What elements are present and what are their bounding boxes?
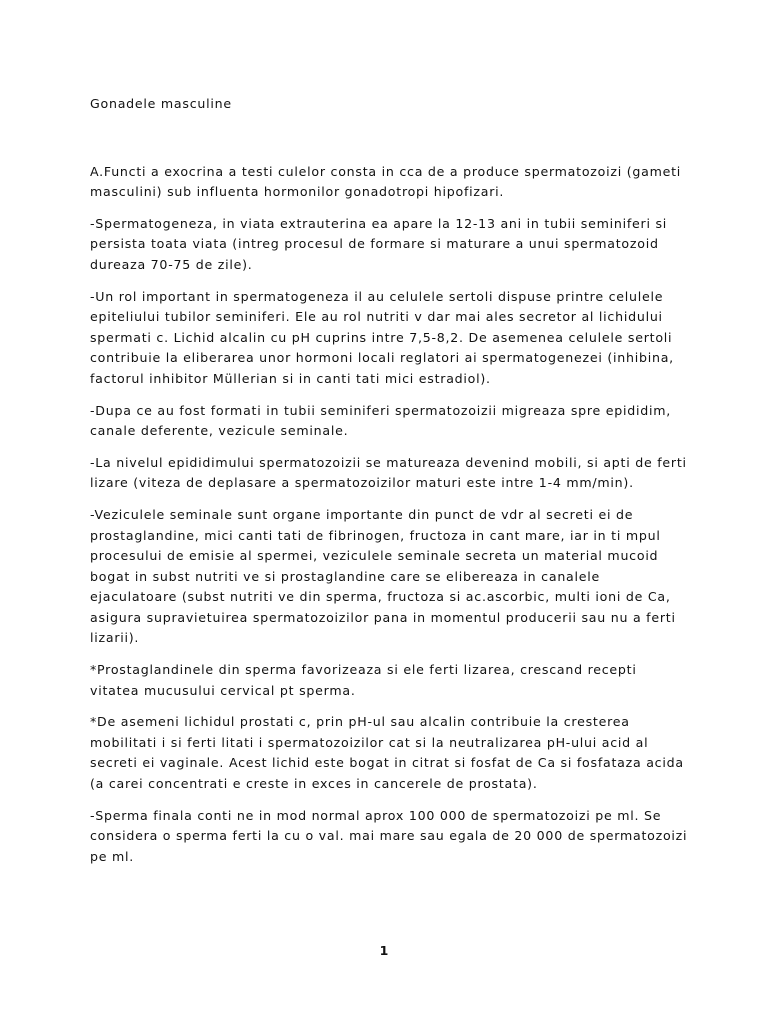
paragraph-migration: -Dupa ce au fost formati in tubii seminiferi spermatozoizii migreaza spre epididim, canale deferente, vezicule seminale. [90, 402, 672, 439]
paragraph-prostaglandins: *Prostaglandinele din sperma favorizeaza si ele ferti lizarea, crescand recepti vitatea mucusului cervical pt sperma. [90, 662, 637, 698]
paragraph-seminal-vesicles: -Veziculele seminale sunt organe importante din punct de vdr al secreti ei de prostaglandine, mici canti tati de fibrinogen, fructoza in cant mare, iar in ti mpul procesului de emisie al spermei, veziculele seminale secreta un material mucoid bogat in subst nutriti ve si prostaglandine care se elibereaza in canalele ejaculatoare (subst nutriti ve din sperma, fructoza si ac.ascorbic, multi ioni de Ca, asigura supravietuirea spermatozoizilor pana in momentul producerii sau nu a ferti lizarii). [90, 506, 676, 646]
document-title: Gonadele masculine [90, 96, 232, 111]
paragraph-exocrine-function: A.Functi a exocrina a testi culelor consta in cca de a produce spermatozoizi (gameti masculini) sub influenta hormonilor gonadotropi hipofizari. [90, 163, 682, 200]
paragraph-final-sperm: -Sperma finala conti ne in mod normal aprox 100 000 de spermatozoizi pe ml. Se considera o sperma ferti la cu o val. mai mare sau egala de 20 000 de spermatozoizi pe ml. [90, 807, 688, 864]
page-number: 1 [379, 943, 389, 958]
document-body [90, 94, 690, 878]
paragraph-spermatogenesis: -Spermatogeneza, in viata extrauterina ea apare la 12-13 ani in tubii seminiferi si persista toata viata (intreg procesul de formare si maturare a unui spermatozoid dureaza 70-75 de zile). [90, 215, 668, 272]
paragraph-prostatic-fluid: *De asemeni lichidul prostati c, prin pH-ul sau alcalin contribuie la cresterea mobilitati i si ferti litati i spermatozoizilor cat si la neutralizarea pH-ului acid al secreti ei vaginale. Acest lichid este bogat in citrat si fosfat de Ca si fosfataza acida (a carei concentrati e creste in exces in cancerele de prostata). [90, 714, 684, 792]
paragraph-epididymis: -La nivelul epididimului spermatozoizii se matureaza devenind mobili, si apti de ferti lizare (viteza de deplasare a spermatozoizilor maturi este intre 1-4 mm/min). [90, 454, 687, 491]
paragraph-sertoli-cells: -Un rol important in spermatogeneza il au celulele sertoli dispuse printre celulele epiteliului tubilor seminiferi. Ele au rol nutriti v dar mai ales secretor al lichidului spermati c. Lichid alcalin cu pH cuprins intre 7,5-8,2. De asemenea celulele sertoli contribuie la eliberarea unor hormoni locali reglatori ai spermatogenezei (inhibina, factorul inhibitor Müllerian si in canti tati mici estradiol). [90, 288, 674, 386]
